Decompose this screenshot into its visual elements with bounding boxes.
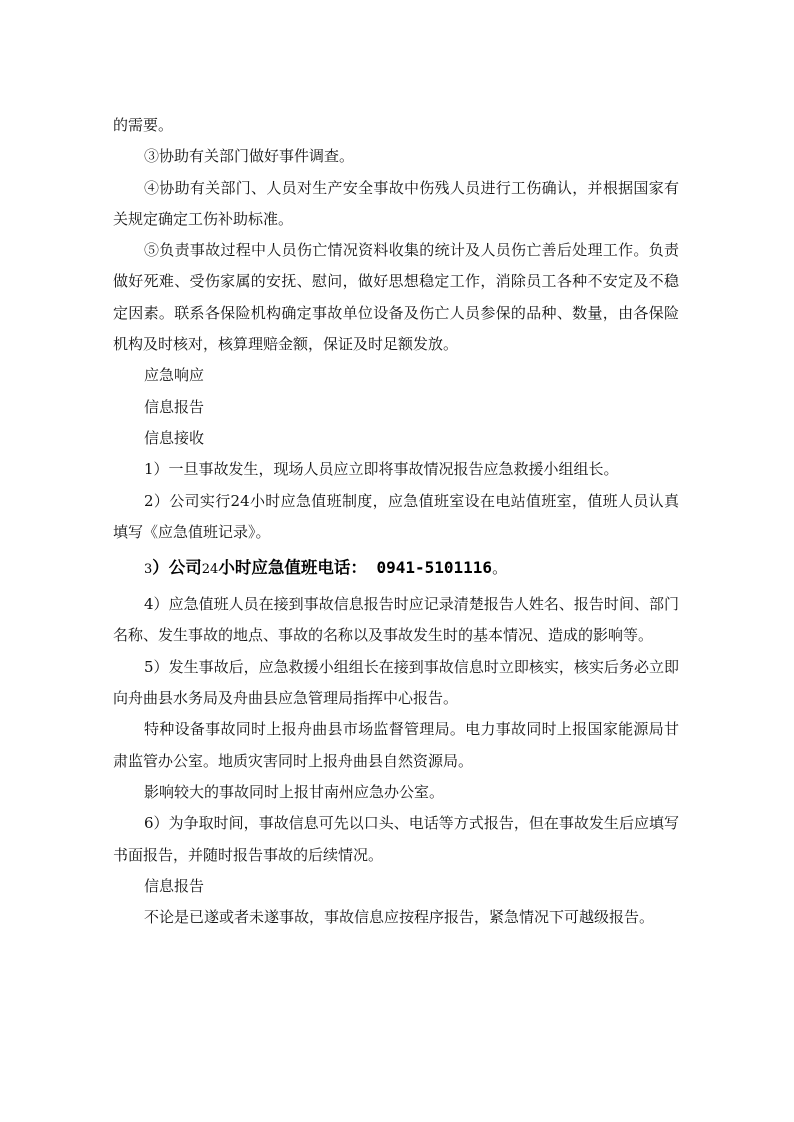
phone-line-end: 。: [492, 559, 508, 578]
paragraph-item-1: 1）一旦事故发生，现场人员应立即将事故情况报告应急救援小组组长。: [144, 460, 619, 479]
paragraph-continuation: 的需要。: [113, 116, 174, 134]
heading-information-report-2: 信息报告: [144, 876, 205, 895]
phone-label-b: 小时应急值班电话：: [218, 558, 367, 578]
paragraph-duty-4: ④协助有关部门、人员对生产安全事故中伤残人员进行工伤确认，并根据国家有关规定确定工伤补助标准。: [113, 178, 679, 228]
phone-hours: 24: [201, 562, 219, 578]
paragraph-duty-3: ③协助有关部门做好事件调查。: [144, 147, 355, 166]
document-body: [113, 110, 679, 933]
paragraph-major-impact: 影响较大的事故同时上报甘南州应急办公室。: [144, 782, 445, 801]
duty-phone-number: 0941-5101116: [366, 558, 493, 578]
paragraph-reporting-rule: 不论是已遂或者未遂事故，事故信息应按程序报告，紧急情况下可越级报告。: [144, 908, 655, 927]
paragraph-item-4: 4）应急值班人员在接到事故信息报告时应记录清楚报告人姓名、报告时间、部门名称、发生事故的地点、事故的名称以及事故发生时的基本情况、造成的影响等。: [113, 595, 679, 645]
paragraph-duty-5: ⑤负责事故过程中人员伤亡情况资料收集的统计及人员伤亡善后处理工作。负责做好死难、受伤家属的安抚、慰问，做好思想稳定工作，消除员工各种不安定及不稳定因素。联系各保险机构确定事故单位设备及伤亡人员参保的品种、数量，由各保险机构及时核对，核算理赔金额，保证及时足额发放。: [113, 241, 679, 354]
paragraph-special-equipment: 特种设备事故同时上报舟曲县市场监督管理局。电力事故同时上报国家能源局甘肃监管办公室。地质灾害同时上报舟曲县自然资源局。: [113, 720, 679, 770]
paragraph-item-5: 5）发生事故后，应急救援小组组长在接到事故信息时立即核实，核实后务必立即向舟曲县水务局及舟曲县应急管理局指挥中心报告。: [113, 657, 679, 708]
phone-item-number: 3: [144, 562, 153, 578]
heading-information-report: 信息报告: [144, 397, 205, 416]
paragraph-item-2: 2）公司实行24小时应急值班制度，应急值班室设在电站值班室，值班人员认真填写《应急值班记录》。: [113, 491, 679, 541]
paragraph-item-6: 6）为争取时间，事故信息可先以口头、电话等方式报告，但在事故发生后应填写书面报告，并随时报告事故的后续情况。: [113, 814, 679, 864]
phone-label-a: ）公司: [152, 558, 202, 578]
heading-emergency-response: 应急响应: [144, 366, 205, 385]
duty-phone-line: [113, 548, 679, 589]
heading-information-receipt: 信息接收: [144, 428, 205, 447]
